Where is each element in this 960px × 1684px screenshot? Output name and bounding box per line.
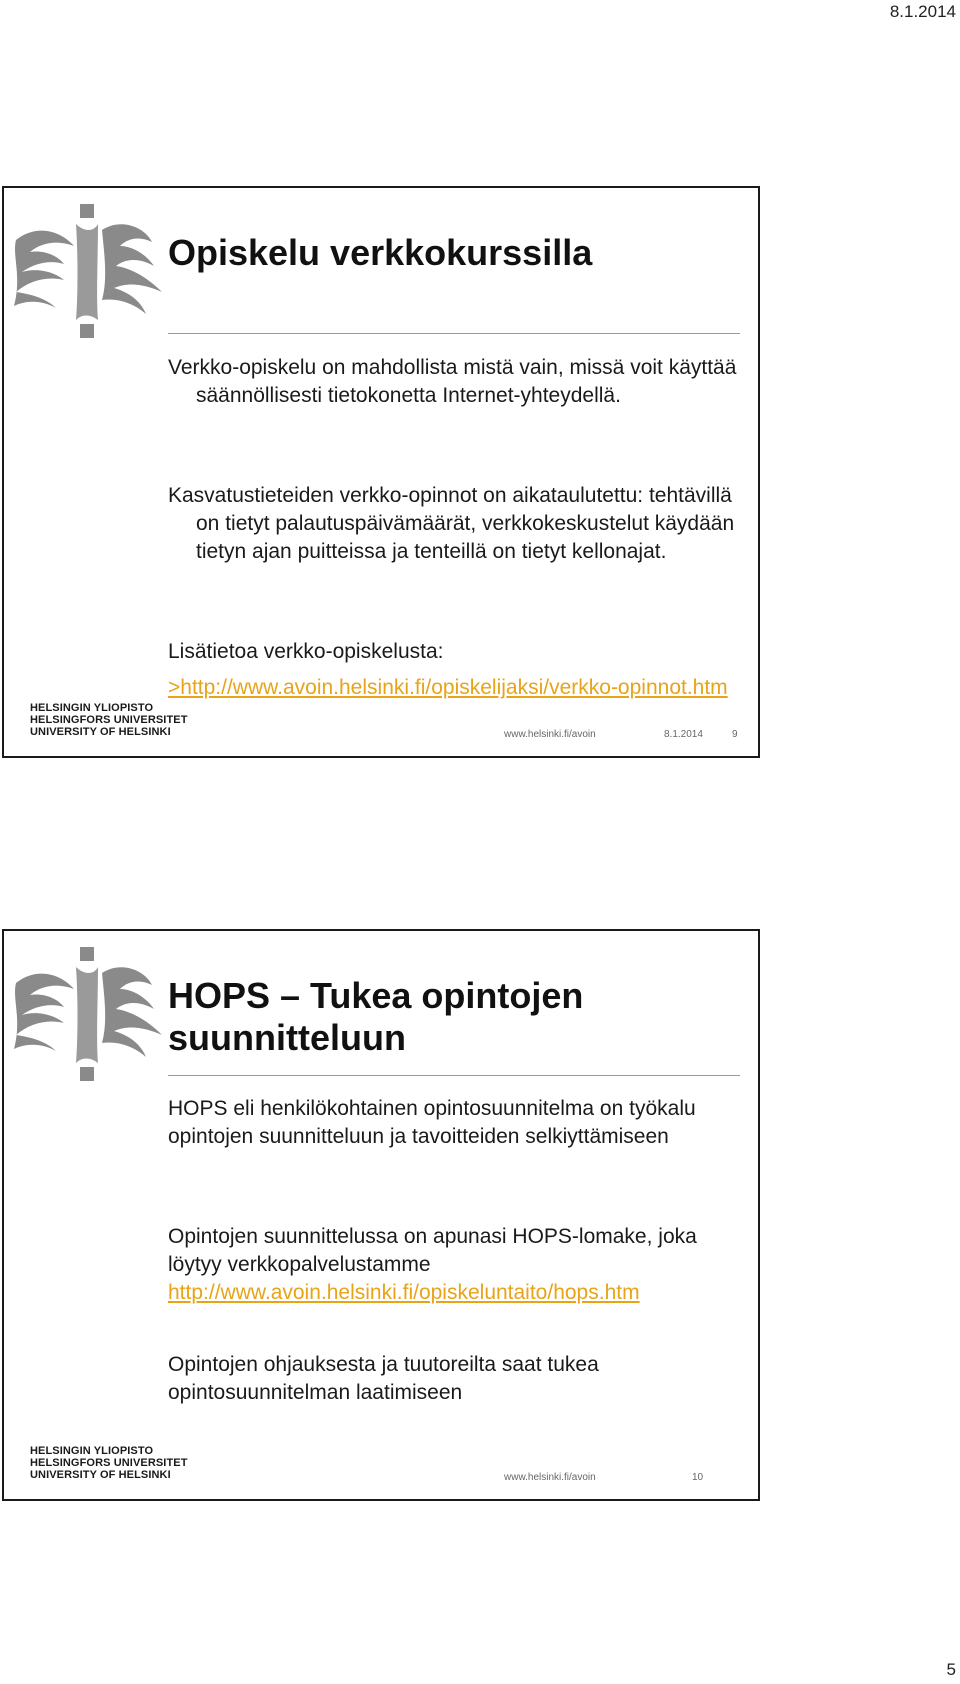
paragraph: Lisätietoa verkko-opiskelusta: (168, 640, 444, 663)
slide-body (168, 354, 738, 410)
footer-date: 8.1.2014 (664, 729, 703, 740)
page-date: 8.1.2014 (889, 2, 956, 21)
slide-10 (2, 929, 760, 1501)
paragraph: Verkko-opiskelu on mahdollista mistä vain, missä voit käyttää säännöllisesti tietokonetta Internet-yhteydellä. (168, 356, 737, 407)
paragraph: Opintojen ohjauksesta ja tuutoreilta saat tukea opintosuunnitelman laatimiseen (168, 1353, 599, 1404)
slide-body (168, 1351, 738, 1407)
slide-title (168, 975, 728, 1059)
university-name-fi: HELSINGIN YLIOPISTO (30, 1445, 154, 1457)
hops-link[interactable]: http://www.avoin.helsinki.fi/opiskeluntaito/hops.htm (168, 1281, 640, 1304)
title-divider (168, 333, 740, 334)
verkko-opinnot-link[interactable]: >http://www.avoin.helsinki.fi/opiskelijaksi/verkko-opinnot.htm (168, 676, 728, 699)
slide-title-line-1: HOPS – Tukea opintojen (168, 975, 584, 1016)
university-name (30, 702, 188, 738)
footer-url: www.helsinki.fi/avoin (504, 1472, 596, 1483)
university-flame-logo-icon (12, 196, 168, 346)
slide-number: 9 (732, 729, 738, 740)
slide-body (168, 638, 738, 702)
footer-url: www.helsinki.fi/avoin (504, 729, 596, 740)
page-number: 5 (946, 1660, 956, 1679)
paragraph: Kasvatustieteiden verkko-opinnot on aikataulutettu: tehtävillä on tietyt palautuspäivämäärät, verkkokeskustelut käydään tietyn ajan puitteissa ja tenteillä on tietyt kellonajat. (168, 484, 735, 563)
slide-body (168, 1095, 738, 1151)
paragraph: HOPS eli henkilökohtainen opintosuunnitelma on työkalu opintojen suunnitteluun ja tavoitteiden selkiyttämiseen (168, 1097, 696, 1148)
slide-title-line-2: suunnitteluun (168, 1017, 406, 1058)
university-name-sv: HELSINGFORS UNIVERSITET (30, 714, 188, 726)
university-flame-logo-icon (12, 939, 168, 1089)
slide-9 (2, 186, 760, 758)
university-name-sv: HELSINGFORS UNIVERSITET (30, 1457, 188, 1469)
university-name-fi: HELSINGIN YLIOPISTO (30, 702, 154, 714)
slide-title: Opiskelu verkkokurssilla (168, 232, 593, 273)
university-name-en: UNIVERSITY OF HELSINKI (30, 726, 171, 738)
university-name (30, 1445, 188, 1481)
university-name-en: UNIVERSITY OF HELSINKI (30, 1469, 171, 1481)
slide-body (168, 1223, 738, 1307)
slide-number: 10 (692, 1472, 704, 1483)
paragraph: Opintojen suunnittelussa on apunasi HOPS-lomake, joka löytyy verkkopalvelustamme (168, 1225, 697, 1276)
slide-body (168, 482, 738, 566)
title-divider (168, 1075, 740, 1076)
